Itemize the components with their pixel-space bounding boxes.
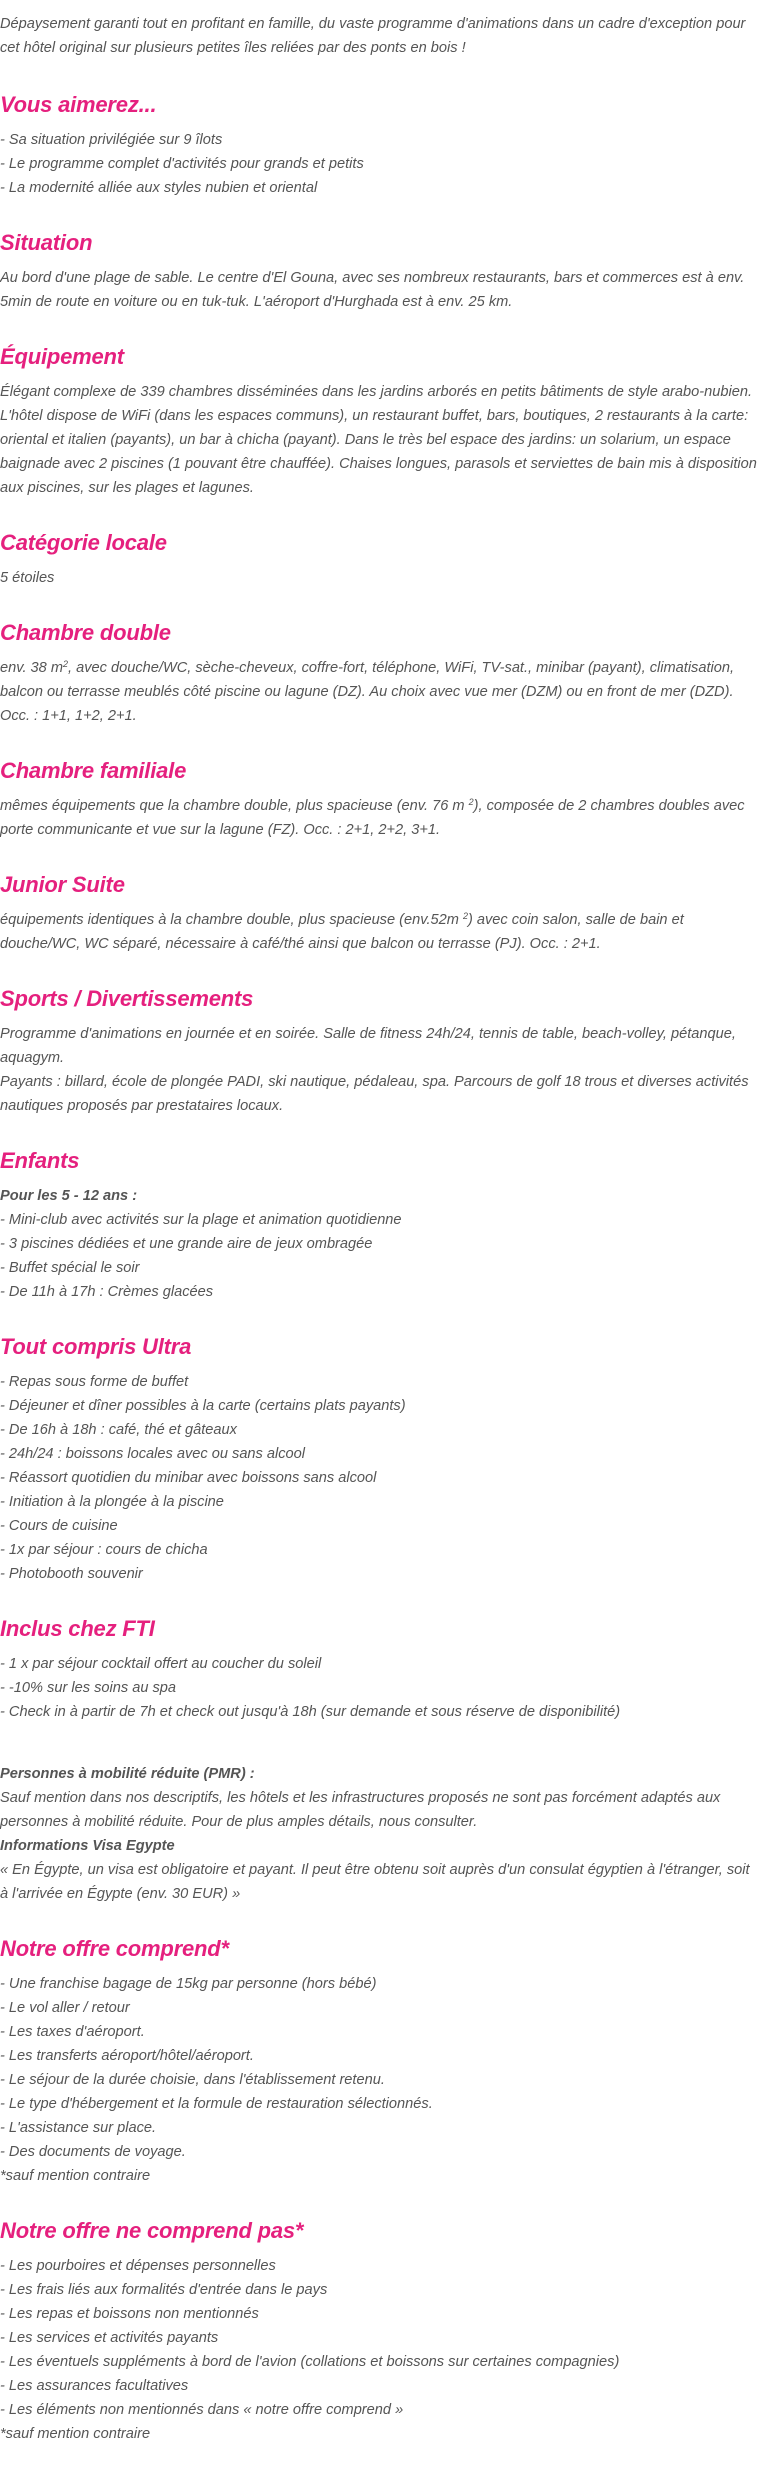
section-title: Sports / Divertissements <box>0 986 254 1011</box>
section-title: Junior Suite <box>0 872 125 897</box>
section-title: Situation <box>0 230 93 255</box>
pmr-text: Sauf mention dans nos descriptifs, les hôtels et les infrastructures proposés ne sont pas forcément adaptés aux personnes à mobilité réduite. Pour de plus amples détails, nous consulter. <box>0 1790 721 1830</box>
list-item: - Le vol aller / retour <box>0 2000 130 2016</box>
list-item: - 1x par séjour : cours de chicha <box>0 1542 208 1558</box>
text-part: équipements identiques à la chambre double, plus spacieuse (env.52m <box>0 912 463 928</box>
list-item: - Les éléments non mentionnés dans « notre offre comprend » <box>0 2402 404 2418</box>
section-junior-suite <box>0 871 758 956</box>
superscript: 2 <box>462 911 468 921</box>
section-equipement <box>0 343 758 500</box>
pmr-title: Personnes à mobilité réduite (PMR) : <box>0 1766 255 1782</box>
list-item: - 3 piscines dédiées et une grande aire de jeux ombragée <box>0 1236 373 1252</box>
list-item: - Le programme complet d'activités pour grands et petits <box>0 156 364 172</box>
section-title: Chambre double <box>0 620 171 645</box>
intro-text: Dépaysement garanti tout en profitant en famille, du vaste programme d'animations dans un cadre d'exception pour cet hôtel original sur plusieurs petites îles reliées par des ponts en bois ! <box>0 16 746 56</box>
section-text <box>0 908 758 956</box>
section-pmr <box>0 1762 758 1906</box>
list-item: - De 16h à 18h : café, thé et gâteaux <box>0 1422 237 1438</box>
list-item: - De 11h à 17h : Crèmes glacées <box>0 1284 214 1300</box>
section-offre-ne-comprend <box>0 2217 758 2446</box>
list-item: - Le séjour de la durée choisie, dans l'établissement retenu. <box>0 2072 385 2088</box>
section-text: Élégant complexe de 339 chambres disséminées dans les jardins arborés en petits bâtiments de style arabo-nubien. L'hôtel dispose de WiFi (dans les espaces communs), un restaurant buffet, bars, boutiques, 2 restaurants à la carte: oriental et italien (payants), un bar à chicha (payant). Dans le très bel espace des jardins: un solarium, un espace baignade avec 2 piscines (1 pouvant être chauffée). Chaises longues, parasols et serviettes de bain mis à disposition aux piscines, sur les plages et lagunes. <box>0 384 757 496</box>
list-subtitle: Pour les 5 - 12 ans : <box>0 1188 138 1204</box>
section-vous-aimerez <box>0 91 758 200</box>
list-item: - Les repas et boissons non mentionnés <box>0 2306 259 2322</box>
superscript: 2 <box>63 659 69 669</box>
section-title: Notre offre ne comprend pas* <box>0 2218 304 2243</box>
section-text: Programme d'animations en journée et en soirée. Salle de fitness 24h/24, tennis de table, beach-volley, pétanque, aquagym. <box>0 1026 736 1066</box>
list-item: - Les pourboires et dépenses personnelles <box>0 2258 276 2274</box>
section-title: Enfants <box>0 1148 80 1173</box>
list-item: - Check in à partir de 7h et check out jusqu'à 18h (sur demande et sous réserve de disponibilité) <box>0 1704 621 1720</box>
list-item: - Sa situation privilégiée sur 9 îlots <box>0 132 223 148</box>
section-text: Payants : billard, école de plongée PADI, ski nautique, pédaleau, spa. Parcours de golf 18 trous et diverses activités nautiques proposés par prestataires locaux. <box>0 1074 749 1114</box>
list-item: - Photobooth souvenir <box>0 1566 143 1582</box>
text-part: mêmes équipements que la chambre double, plus spacieuse (env. 76 m <box>0 798 469 814</box>
text-part: ), composée de 2 chambres doubles avec porte communicante et vue sur la lagune (FZ). Occ. : 2+1, 2+2, 3+1. <box>0 798 745 838</box>
section-title: Tout compris Ultra <box>0 1334 192 1359</box>
offer-excludes-list <box>0 2254 758 2446</box>
section-title: Vous aimerez... <box>0 92 157 117</box>
list-item: - Cours de cuisine <box>0 1518 118 1534</box>
section-text: Au bord d'une plage de sable. Le centre d'El Gouna, avec ses nombreux restaurants, bars et commerces est à env. 5min de route en voiture ou en tuk-tuk. L'aéroport d'Hurghada est à env. 25 km. <box>0 270 745 310</box>
section-chambre-familiale <box>0 757 758 842</box>
section-offre-comprend <box>0 1935 758 2188</box>
visa-text: « En Égypte, un visa est obligatoire et payant. Il peut être obtenu soit auprès d'un consulat égyptien à l'étranger, soit à l'arrivée en Égypte (env. 30 EUR) » <box>0 1862 750 1902</box>
list-item: - -10% sur les soins au spa <box>0 1680 177 1696</box>
text-part: ) avec coin salon, salle de bain et douche/WC, WC séparé, nécessaire à café/thé ainsi que balcon ou terrasse (PJ). Occ. : 2+1. <box>0 912 684 952</box>
list-item: - Buffet spécial le soir <box>0 1260 140 1276</box>
footnote: *sauf mention contraire <box>0 2426 151 2442</box>
list-item: - Une franchise bagage de 15kg par personne (hors bébé) <box>0 1976 377 1992</box>
superscript: 2 <box>468 797 474 807</box>
list-item: - Initiation à la plongée à la piscine <box>0 1494 224 1510</box>
list-item: - Les services et activités payants <box>0 2330 219 2346</box>
list-item: - 24h/24 : boissons locales avec ou sans alcool <box>0 1446 306 1462</box>
list-item: - La modernité alliée aux styles nubien et oriental <box>0 180 318 196</box>
list-item: - Les frais liés aux formalités d'entrée dans le pays <box>0 2282 328 2298</box>
section-title: Inclus chez FTI <box>0 1616 155 1641</box>
section-title: Catégorie locale <box>0 530 167 555</box>
list-item: - Les transferts aéroport/hôtel/aéroport. <box>0 2048 254 2064</box>
section-categorie <box>0 529 758 590</box>
visa-title: Informations Visa Egypte <box>0 1838 175 1854</box>
list-item: - Repas sous forme de buffet <box>0 1374 189 1390</box>
list-item: - Des documents de voyage. <box>0 2144 186 2160</box>
section-title: Notre offre comprend* <box>0 1936 229 1961</box>
section-text: 5 étoiles <box>0 570 55 586</box>
section-text <box>0 794 758 842</box>
section-title: Chambre familiale <box>0 758 187 783</box>
list-item: - L'assistance sur place. <box>0 2120 157 2136</box>
list-item: - Déjeuner et dîner possibles à la carte (certains plats payants) <box>0 1398 406 1414</box>
section-sports <box>0 985 758 1118</box>
all-inclusive-list <box>0 1370 758 1586</box>
section-title: Équipement <box>0 344 124 369</box>
list-item: - Réassort quotidien du minibar avec boissons sans alcool <box>0 1470 377 1486</box>
text-part: env. 38 m <box>0 660 63 676</box>
list-item: - Mini-club avec activités sur la plage et animation quotidienne <box>0 1212 402 1228</box>
list-item: - Les éventuels suppléments à bord de l'avion (collations et boissons sur certaines compagnies) <box>0 2354 620 2370</box>
highlights-list <box>0 128 758 200</box>
section-text <box>0 656 758 728</box>
section-inclus-fti <box>0 1615 758 1724</box>
list-item: - Les assurances facultatives <box>0 2378 189 2394</box>
kids-list <box>0 1184 758 1304</box>
footnote: *sauf mention contraire <box>0 2168 151 2184</box>
offer-includes-list <box>0 1972 758 2188</box>
fti-included-list <box>0 1652 758 1724</box>
section-enfants <box>0 1147 758 1304</box>
text-part: , avec douche/WC, sèche-cheveux, coffre-fort, téléphone, WiFi, TV-sat., minibar (payant), climatisation, balcon ou terrasse meublés côté piscine ou lagune (DZ). Au choix avec vue mer (DZM) ou en front de mer (DZD). Occ. : 1+1, 1+2, 2+1. <box>0 660 735 724</box>
list-item: - Le type d'hébergement et la formule de restauration sélectionnés. <box>0 2096 433 2112</box>
section-tout-compris <box>0 1333 758 1586</box>
list-item: - Les taxes d'aéroport. <box>0 2024 145 2040</box>
section-situation <box>0 229 758 314</box>
list-item: - 1 x par séjour cocktail offert au coucher du soleil <box>0 1656 322 1672</box>
section-chambre-double <box>0 619 758 728</box>
